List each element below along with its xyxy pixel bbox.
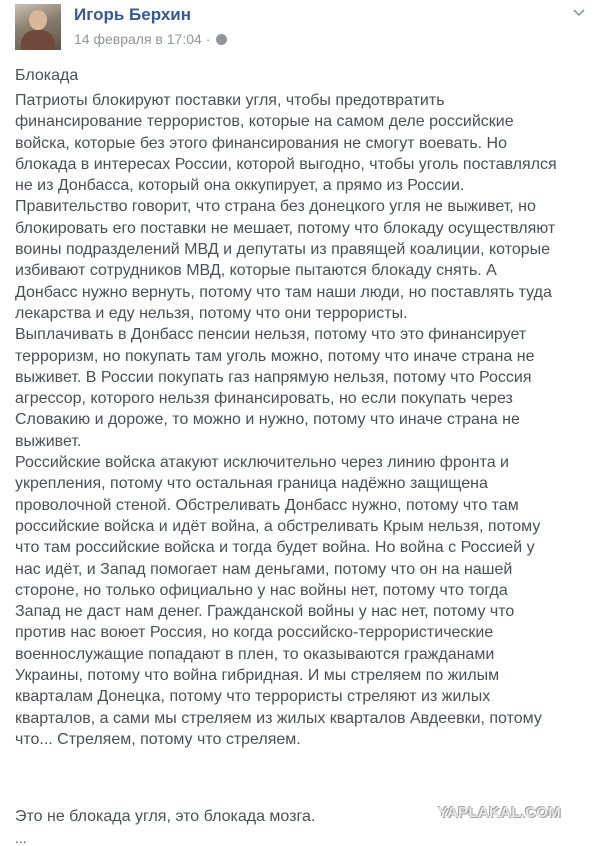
post-body-line: избивают сотрудников МВД, которые пытаются блокаду снять. А — [15, 262, 497, 280]
post-body-line: Патриоты блокируют поставки угля, чтобы предотвратить — [15, 92, 445, 109]
post-body-line: Правительство говорит, что страна без донецкого угля не выживет, но — [15, 198, 536, 216]
post-title: Блокада — [15, 67, 79, 84]
post-body-line: агрессор, которого нельзя финансировать, но если покупать через — [15, 390, 513, 408]
post-body-line: не из Донбасса, который она оккупирует, а прямо из России. — [15, 177, 465, 195]
post-body-line: кварталам Донецка, потому что террористы стреляют из жилых — [15, 688, 491, 706]
post-body-line: нас идёт, и Запад помогает нам деньгами, потому что он на нашей — [15, 560, 513, 578]
post-body-line: проволочной стеной. Обстреливать Донбасс нужно, потому что там — [15, 496, 519, 514]
post-body-line: войска, которые без этого финансирования не смогут воевать. Но — [15, 134, 507, 152]
post-body-line: укрепления, потому что остальная граница надёжно защищена — [15, 475, 488, 493]
post-body-line: воины подразделений МВД и депутаты из правящей коалиции, которые — [15, 241, 551, 259]
watermark: YAPLAKAL.COM — [438, 804, 562, 821]
author-name[interactable]: Игорь Берхин — [74, 5, 192, 24]
avatar[interactable] — [15, 4, 61, 50]
post-body-line: Запад не даст нам денег. Гражданской войны у нас нет, потому что — [15, 603, 515, 621]
post-body-line: лекарства и еду нельзя, потому что они террористы. — [15, 304, 408, 322]
post-body-line: российские войска и идёт война, а обстреливать Крым нельзя, потому — [15, 517, 541, 535]
post-body-line: Выплачивать в Донбасс пенсии нельзя, потому что это финансирует — [15, 326, 527, 344]
post-ellipsis: ... — [15, 830, 27, 846]
post-body-line: выживет. В России покупать газ напрямую нельзя, потому что Россия — [15, 368, 532, 386]
post-body-line: против нас воюет Россия, но когда российско-террористические — [15, 624, 494, 642]
meta-separator: · — [205, 31, 211, 47]
globe-icon[interactable] — [216, 34, 227, 45]
post-body-line: блокада в интересах России, которой выгодно, чтобы уголь поставлялся — [15, 155, 557, 173]
post-body-line: терроризм, но покупать там уголь можно, потому что иначе страна не — [15, 347, 535, 365]
post-body-line: финансирование террористов, которые на самом деле российские — [15, 113, 514, 131]
post-body-line: стороне, но только официально у нас войны нет, потому что тогда — [15, 581, 508, 599]
post-body-line: что там российские войска и тогда будет война. Но война с Россией у — [15, 539, 535, 557]
post-body-line: Донбасс нужно вернуть, потому что там наши люди, но поставлять туда — [15, 283, 552, 301]
avatar-body-shape — [21, 30, 55, 50]
post-body-line: военнослужащие попадают в плен, то оказываются гражданами — [15, 645, 495, 663]
chevron-down-icon[interactable] — [572, 6, 586, 20]
post-body-line: что... Стреляем, потому что стреляем. — [15, 730, 301, 748]
avatar-head-shape — [29, 10, 47, 30]
post-timestamp[interactable]: 14 февраля в 17:04 — [74, 31, 202, 47]
post-body-line: Украины, потому что война гибридная. И мы стреляем по жилым — [15, 667, 500, 685]
post-closing-line: Это не блокада угля, это блокада мозга. — [15, 808, 316, 825]
post-body-line: выживет. — [15, 432, 82, 450]
post-body-line: кварталов, а сами мы стреляем из жилых кварталов Авдеевки, потому — [15, 709, 542, 727]
post-body-line: блокировать его поставки не мешает, потому что блокаду осуществляют — [15, 219, 556, 237]
post-body — [15, 90, 590, 750]
post-body-line: Словакию и дороже, то можно и нужно, потому что иначе страна не — [15, 411, 520, 429]
post-body-line: Российские войска атакуют исключительно через линию фронта и — [15, 454, 509, 472]
post-meta — [74, 31, 227, 47]
